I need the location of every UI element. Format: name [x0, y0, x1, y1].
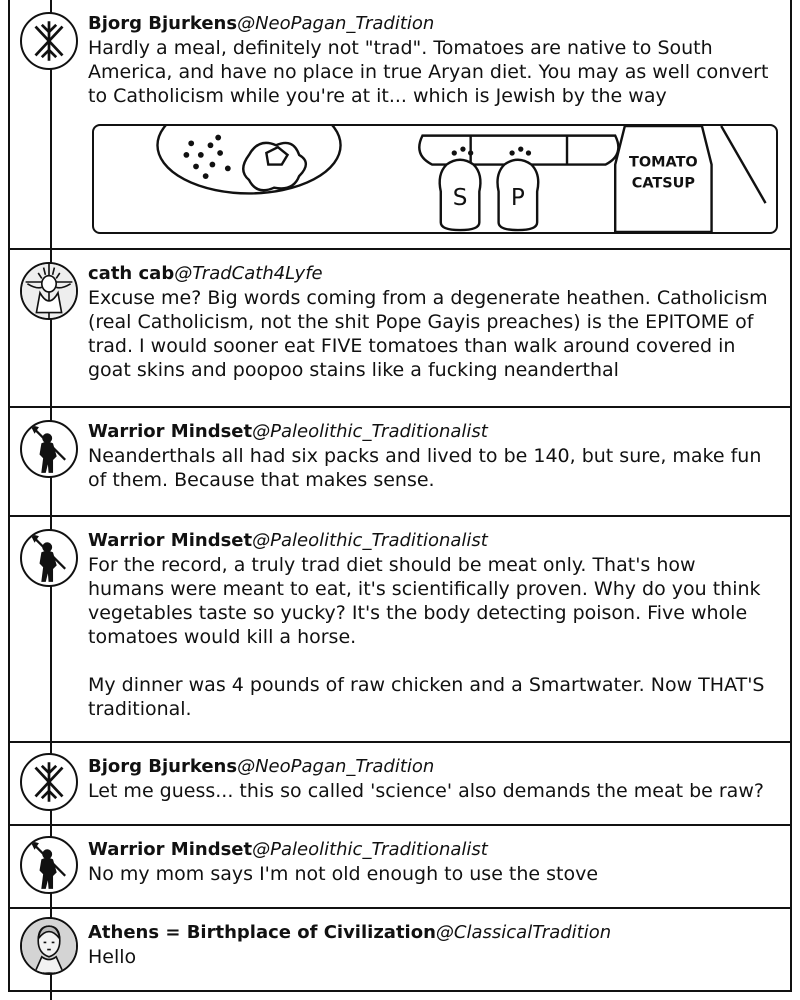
post-item[interactable] — [10, 909, 790, 992]
bottle-label-line1: TOMATO — [629, 154, 698, 171]
post-item[interactable] — [10, 517, 790, 743]
post-header — [88, 921, 776, 945]
post-text: For the record, a truly trad diet should be meat only. That's how humans were meant to eat, it's scientifically proven. Why do you think vegetables taste so yucky? It's the body detecting poison. Five whole tomatoes would kill a horse. My dinner was 4 pounds of raw chicken and a Smartwater. Now THAT'S traditional. — [88, 554, 765, 720]
post-text: Hello — [88, 946, 137, 968]
author-name[interactable]: Bjorg Bjurkens — [88, 756, 238, 777]
author-name[interactable]: Warrior Mindset — [88, 839, 253, 860]
post-text: Neanderthals all had six packs and lived to be 140, but sure, make fun of them. Because that makes sense. — [88, 445, 768, 491]
post-item[interactable] — [10, 408, 790, 517]
post-media-image[interactable] — [92, 124, 778, 234]
post-header — [88, 529, 776, 553]
post-item[interactable] — [10, 743, 790, 826]
post-header — [88, 838, 776, 862]
post-text: Let me guess... this so called 'science' also demands the meat be raw? — [88, 780, 764, 802]
salt-label: S — [452, 185, 468, 212]
rune-icon[interactable] — [20, 753, 78, 811]
post-text: Hardly a meal, definitely not "trad". Tomatoes are native to South America, and have no place in true Aryan diet. You may as well convert to Catholicism while you're at it... which is Jewish by the way — [88, 37, 775, 107]
post-item[interactable] — [10, 0, 790, 250]
author-handle[interactable]: @Paleolithic_Traditionalist — [252, 839, 488, 860]
author-name[interactable]: cath cab — [88, 263, 175, 284]
author-handle[interactable]: @NeoPagan_Tradition — [237, 756, 435, 777]
greek-bust-icon[interactable] — [20, 917, 78, 975]
author-handle[interactable]: @Paleolithic_Traditionalist — [252, 530, 488, 551]
caveman-spear-icon[interactable] — [20, 420, 78, 478]
post-item[interactable] — [10, 826, 790, 909]
rune-icon[interactable] — [20, 12, 78, 70]
post-text: No my mom says I'm not old enough to use the stove — [88, 863, 599, 885]
caveman-spear-icon[interactable] — [20, 836, 78, 894]
post-header — [88, 755, 776, 779]
author-name[interactable]: Bjorg Bjurkens — [88, 13, 238, 34]
meal-illustration — [94, 126, 776, 232]
post-header — [88, 12, 776, 36]
author-handle[interactable]: @Paleolithic_Traditionalist — [252, 421, 488, 442]
author-name[interactable]: Warrior Mindset — [88, 421, 253, 442]
author-name[interactable]: Warrior Mindset — [88, 530, 253, 551]
caveman-spear-icon[interactable] — [20, 529, 78, 587]
author-handle[interactable]: @NeoPagan_Tradition — [237, 13, 435, 34]
pepper-label: P — [510, 185, 525, 212]
post-text: Excuse me? Big words coming from a degenerate heathen. Catholicism (real Catholicism, not the shit Pope Gayis preaches) is the EPITOME of trad. I would sooner eat FIVE tomatoes than walk around covered in goat skins and poopoo stains like a fucking neanderthal — [88, 287, 774, 381]
bottle-label-line2: CATSUP — [631, 175, 695, 192]
author-handle[interactable]: @TradCath4Lyfe — [174, 263, 323, 284]
crucifix-icon[interactable] — [20, 262, 78, 320]
post-header — [88, 262, 776, 286]
post-item[interactable] — [10, 250, 790, 408]
author-name[interactable]: Athens = Birthplace of Civilization — [88, 922, 436, 943]
author-handle[interactable]: @ClassicalTradition — [435, 922, 612, 943]
post-header — [88, 420, 776, 444]
